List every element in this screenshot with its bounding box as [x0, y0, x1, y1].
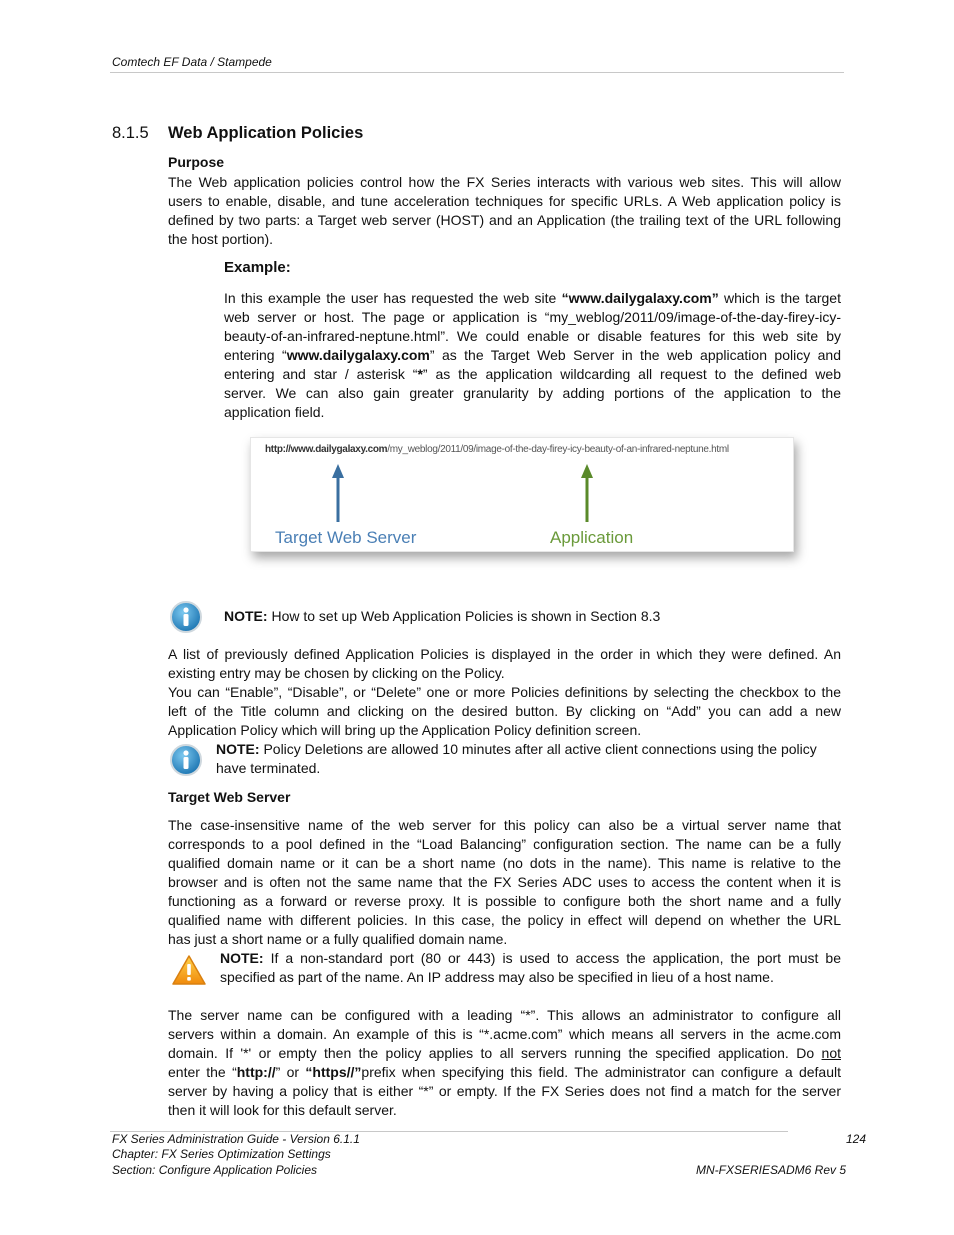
- server-line: The server name can be configured with a leading “*”. This allows an administrator to configure all: [168, 1007, 841, 1023]
- info-icon: [169, 743, 203, 777]
- target-line: corresponds to a pool defined in the “Load Balancing” configuration section. The name can be a fully: [168, 836, 841, 852]
- server-line: domain. If '*' or empty then the policy applies to all servers running the specified application. Do not: [168, 1045, 841, 1061]
- purpose-heading: Purpose: [168, 154, 225, 170]
- server-line: then it will look for this default server.: [168, 1102, 397, 1118]
- footer-section: Section: Configure Application Policies: [112, 1163, 318, 1177]
- warning-icon: [171, 954, 207, 986]
- target-line: functioning as a forward or reverse proxy. It is possible to configure both the short name and a fully: [168, 893, 841, 909]
- target-line: qualified domain name or it can be a short name (no dots in the name). This name is relative to the: [168, 855, 841, 871]
- target-line: has just a short name or a fully qualified domain name.: [168, 931, 508, 947]
- info-icon: [169, 600, 203, 634]
- example-line: entering “www.dailygalaxy.com” as the Target Web Server in the web application policy and: [224, 347, 841, 363]
- target-web-server-heading: Target Web Server: [168, 789, 291, 805]
- example-line: In this example the user has requested the web site “www.dailygalaxy.com” which is the target: [224, 290, 841, 306]
- policy-list-paragraph: [168, 645, 841, 740]
- figure-label-application: Application: [550, 528, 634, 547]
- figure-url: http://www.dailygalaxy.com/my_weblog/2011/09/image-of-the-day-firey-icy-beauty-of-an-infrared-neptune.html: [265, 444, 729, 455]
- server-line: server by having a policy that is either “*” or empty. If the FX Series does not find a match for the server: [168, 1083, 841, 1099]
- arrow-up-icon: [581, 464, 593, 522]
- note-3-line: NOTE: If a non-standard port (80 or 443) is used to access the application, the port must be: [220, 950, 841, 966]
- section-title: Web Application Policies: [168, 124, 364, 142]
- example-paragraph: [224, 289, 841, 422]
- server-line: enter the “http://” or “https//”prefix when specifying this field. The administrator can configure a default: [168, 1064, 841, 1080]
- policy-list-line: existing entry may be chosen by clicking on the Policy.: [168, 665, 505, 681]
- section-number: 8.1.5: [112, 124, 149, 142]
- server-line: servers within a domain. An example of this is “*.acme.com” which means all servers in the acme.com: [168, 1026, 841, 1042]
- target-web-server-paragraph: [168, 816, 841, 949]
- target-line: qualified name with different policies. In this case, the policy in effect will depend on whether the URL: [168, 912, 841, 928]
- note-1: NOTE: How to set up Web Application Policies is shown in Section 8.3: [224, 608, 661, 624]
- example-line: application field.: [224, 404, 325, 420]
- purpose-line: users to enable, disable, and tune acceleration techniques for specific URLs. A Web application policy is: [168, 193, 841, 209]
- policy-list-line: You can “Enable”, “Disable”, or “Delete” one or more Policies definitions by selecting the checkbox to the: [168, 684, 841, 700]
- example-heading: Example:: [224, 259, 291, 276]
- example-line: entering and star / asterisk “*” as the application wildcarding all request to the defined web: [224, 366, 841, 382]
- target-line: browser and is often not the same name that the FX Series ADC uses to access the content when it is: [168, 874, 841, 890]
- target-line: The case-insensitive name of the web server for this policy can also be a virtual server name that: [168, 817, 841, 833]
- note-2-line: NOTE: Policy Deletions are allowed 10 minutes after all active client connections using the policy: [216, 741, 817, 757]
- server-name-paragraph: [168, 1006, 841, 1120]
- note-3-line: specified as part of the name. An IP address may also be specified in lieu of a host name.: [220, 969, 774, 985]
- figure-label-target: Target Web Server: [275, 528, 417, 547]
- url-diagram-figure: [250, 437, 794, 552]
- purpose-paragraph: [168, 173, 841, 249]
- policy-list-line: A list of previously defined Application Policies is displayed in the order in which they were defined. An: [168, 646, 841, 662]
- policy-list-line: left of the Title column and clicking on the desired button. By clicking on “Add” you can add a new: [168, 703, 841, 719]
- note-3: [220, 949, 841, 987]
- policy-list-line: Application Policy which will bring up the Application Policy definition screen.: [168, 722, 642, 738]
- footer-doc-number: MN-FXSERIESADM6 Rev 5: [696, 1163, 847, 1177]
- footer-page-number: 124: [846, 1132, 867, 1146]
- arrow-up-icon: [332, 464, 344, 522]
- purpose-line: the host portion).: [168, 231, 274, 247]
- note-2: [216, 740, 841, 778]
- example-line: server. We can also gain greater granularity by adding portions of the application to the: [224, 385, 841, 401]
- footer-guide: FX Series Administration Guide - Version 6.1.1: [112, 1132, 360, 1146]
- header-rule: [110, 72, 844, 73]
- note-2-line: have terminated.: [216, 760, 321, 776]
- purpose-line: The Web application policies control how the FX Series interacts with various web sites. This will allow: [168, 174, 841, 190]
- purpose-line: defined by two parts: a Target web server (HOST) and an Application (the trailing text of the URL following: [168, 212, 841, 228]
- footer-chapter: Chapter: FX Series Optimization Settings: [112, 1147, 331, 1161]
- running-header: Comtech EF Data / Stampede: [112, 55, 272, 69]
- example-line: web server or host. The page or application is “my_weblog/2011/09/image-of-the-day-firey-icy-: [224, 309, 841, 325]
- example-line: beauty-of-an-infrared-neptune.html”. We could enable or disable features for this web site by: [224, 328, 841, 344]
